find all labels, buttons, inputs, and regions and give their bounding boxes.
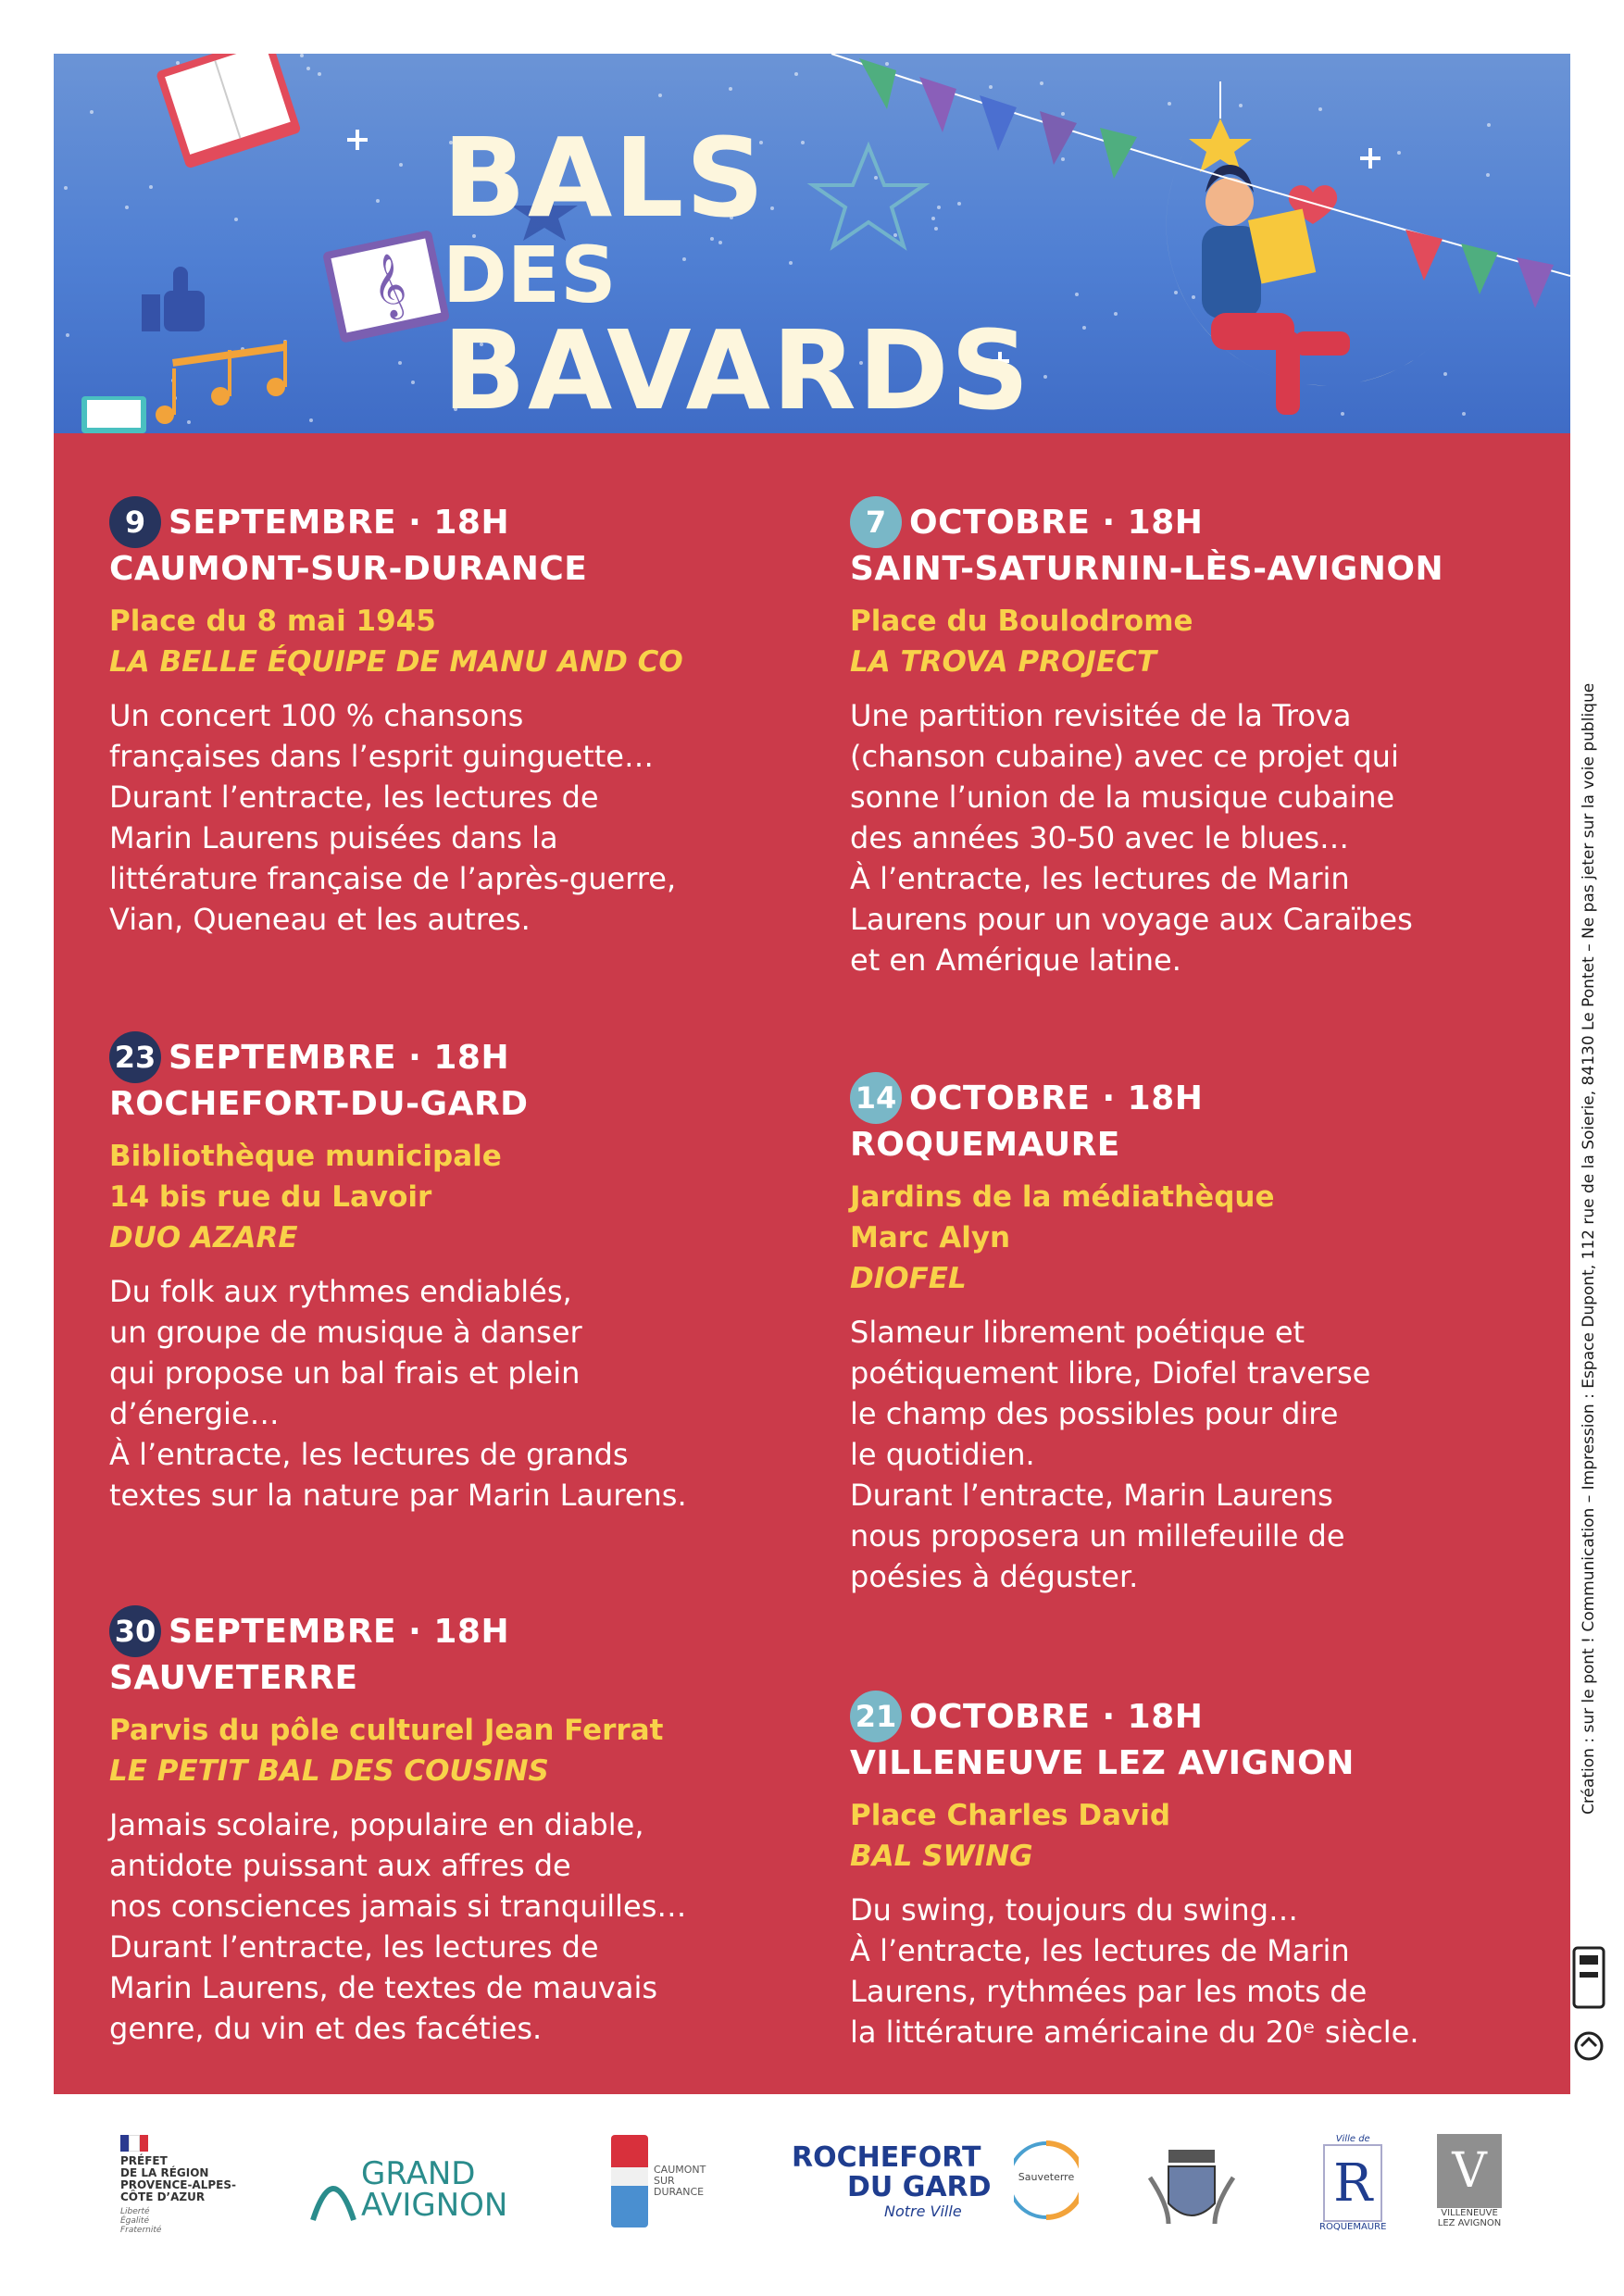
event-town: SAINT-SATURNIN-LÈS-AVIGNON [850,550,1444,588]
caumont-shield-icon [611,2135,648,2227]
logo-rochefort [792,2143,992,2220]
prefet-motto: Liberté Égalité Fraternité [120,2207,162,2235]
event-description: Du folk aux rythmes endiablés, un groupe de musique à danser qui propose un bal frais et plein d’énergie… À l’entracte, les lectures de grands textes sur la nature par Marin Laurens. [109,1274,687,1513]
music-notes-icon [156,341,287,424]
event-day-badge: 23 [109,1031,161,1083]
event-town: SAUVETERRE [109,1659,358,1697]
coat-of-arms-icon [1141,2140,1243,2233]
event-card [850,1074,1517,1597]
event-artist: LA BELLE ÉQUIPE DE MANU AND CO [109,645,683,679]
book-icon [156,54,302,169]
event-artist: LE PETIT BAL DES COUSINS [109,1754,549,1788]
event-description: Une partition revisitée de la Trova (chanson cubaine) avec ce projet qui sonne l’union de la musique cubaine des années 30-50 avec le blues… À l’entracte, les lectures de Marin Laurens pour un voyage aux Caraïbes et en Amérique latine. [850,698,1413,978]
event-date: SEPTEMBRE · 18H [169,1612,510,1651]
event-date: OCTOBRE · 18H [909,1079,1204,1117]
caumont-text: CAUMONT SUR DURANCE [654,2164,706,2198]
french-flag-icon [120,2135,148,2152]
villeneuve-text: VILLENEUVE LEZ AVIGNON [1437,2208,1502,2228]
event-description: Slameur librement poétique et poétiquement libre, Diofel traverse le champ des possibles pour dire le quotidien. Durant l’entracte, Marin Laurens nous proposera un millefeuille de poésies à déguster. [850,1315,1371,1594]
event-town: ROQUEMAURE [850,1126,1120,1164]
title-line-1: BALS [443,114,767,242]
event-place: Place Charles David [850,1799,1171,1832]
event-date: OCTOBRE · 18H [909,1697,1204,1736]
grand-avignon-line2: AVIGNON [361,2187,508,2224]
event-day-badge: 7 [850,496,902,548]
logo-prefet [120,2135,236,2235]
event-card [850,498,1517,980]
roquemaure-text: ROQUEMAURE [1319,2222,1387,2232]
title-line-2: DES [443,230,617,320]
logo-grand-avignon [306,2157,507,2222]
print-credit: Création : sur le pont ! Communication – Impression : Espace Dupont, 112 rue de la Soierie, 84130 Le Pontet – Ne pas jeter sur la voie publique [1580,682,1598,1815]
event-artist: DIOFEL [850,1262,967,1295]
logo-sauveterre [1014,2139,1079,2183]
page-title [443,114,1031,433]
event-description: Jamais scolaire, populaire en diable, antidote puissant aux affres de nos consciences jamais si tranquilles… Durant l’entracte, les lectures de Marin Laurens, de textes de mauvais genre, du vin et des facéties. [109,1807,687,2046]
roquemaure-r-icon: R [1323,2144,1382,2222]
title-line-3: BAVARDS [443,306,1031,433]
event-date: SEPTEMBRE · 18H [169,1038,510,1077]
rochefort-line3: Notre Ville [884,2202,962,2220]
event-town: ROCHEFORT-DU-GARD [109,1085,529,1123]
event-day-badge: 21 [850,1691,902,1742]
event-place: Place du 8 mai 1945 [109,605,436,638]
event-card [109,1033,776,1516]
roquemaure-top-text: Ville de [1335,2134,1370,2144]
rochefort-line1: ROCHEFORT [792,2141,981,2174]
event-card [109,1607,776,2049]
event-card [109,498,776,940]
logo-caumont [611,2135,706,2227]
event-place: Jardins de la médiathèque Marc Alyn [850,1180,1275,1254]
rochefort-line2: DU GARD [847,2171,992,2203]
music-book-icon [322,230,450,343]
open-book-icon [81,396,146,433]
event-date: SEPTEMBRE · 18H [169,503,510,542]
partners-footer [0,2102,1624,2296]
event-description: Un concert 100 % chansons françaises dans l’esprit guinguette… Durant l’entracte, les lectures de Marin Laurens puisées dans la littérature française de l’après-guerre, Vian, Queneau et les autres. [109,698,677,937]
event-artist: DUO AZARE [109,1221,298,1254]
event-place: Place du Boulodrome [850,605,1193,638]
grand-avignon-arc-icon [306,2157,361,2222]
triman-recycle-icon [1570,1944,1607,2083]
event-place: Parvis du pôle culturel Jean Ferrat [109,1714,664,1747]
event-card [850,1692,1517,2053]
event-town: CAUMONT-SUR-DURANCE [109,550,588,588]
hanging-star-icon [1189,119,1252,172]
header-banner [54,54,1570,433]
svg-text:𝄞: 𝄞 [366,250,412,321]
event-town: VILLENEUVE LEZ AVIGNON [850,1744,1355,1782]
sauveterre-text: Sauveterre [1018,2171,1075,2183]
event-artist: LA TROVA PROJECT [850,645,1157,679]
event-day-badge: 9 [109,496,161,548]
grand-avignon-line1: GRAND [361,2155,476,2192]
event-day-badge: 30 [109,1605,161,1657]
events-panel [54,433,1570,2094]
event-date: OCTOBRE · 18H [909,503,1204,542]
villeneuve-v-icon: V [1437,2134,1502,2208]
poster [54,54,1570,2094]
event-artist: BAL SWING [850,1840,1033,1873]
logo-villeneuve [1437,2134,1502,2228]
logo-coat-of-arms [1141,2140,1243,2233]
prefet-text: PRÉFET DE LA RÉGION PROVENCE-ALPES- CÔTE D’AZUR [120,2154,236,2203]
event-place: Bibliothèque municipale 14 bis rue du Lavoir [109,1140,502,1214]
event-description: Du swing, toujours du swing… À l’entracte, les lectures de Marin Laurens, rythmées par les mots de la littérature américaine du 20ᵉ siècle. [850,1892,1419,2050]
thumbs-up-icon [142,267,205,331]
event-day-badge: 14 [850,1072,902,1124]
logo-roquemaure [1319,2134,1386,2232]
